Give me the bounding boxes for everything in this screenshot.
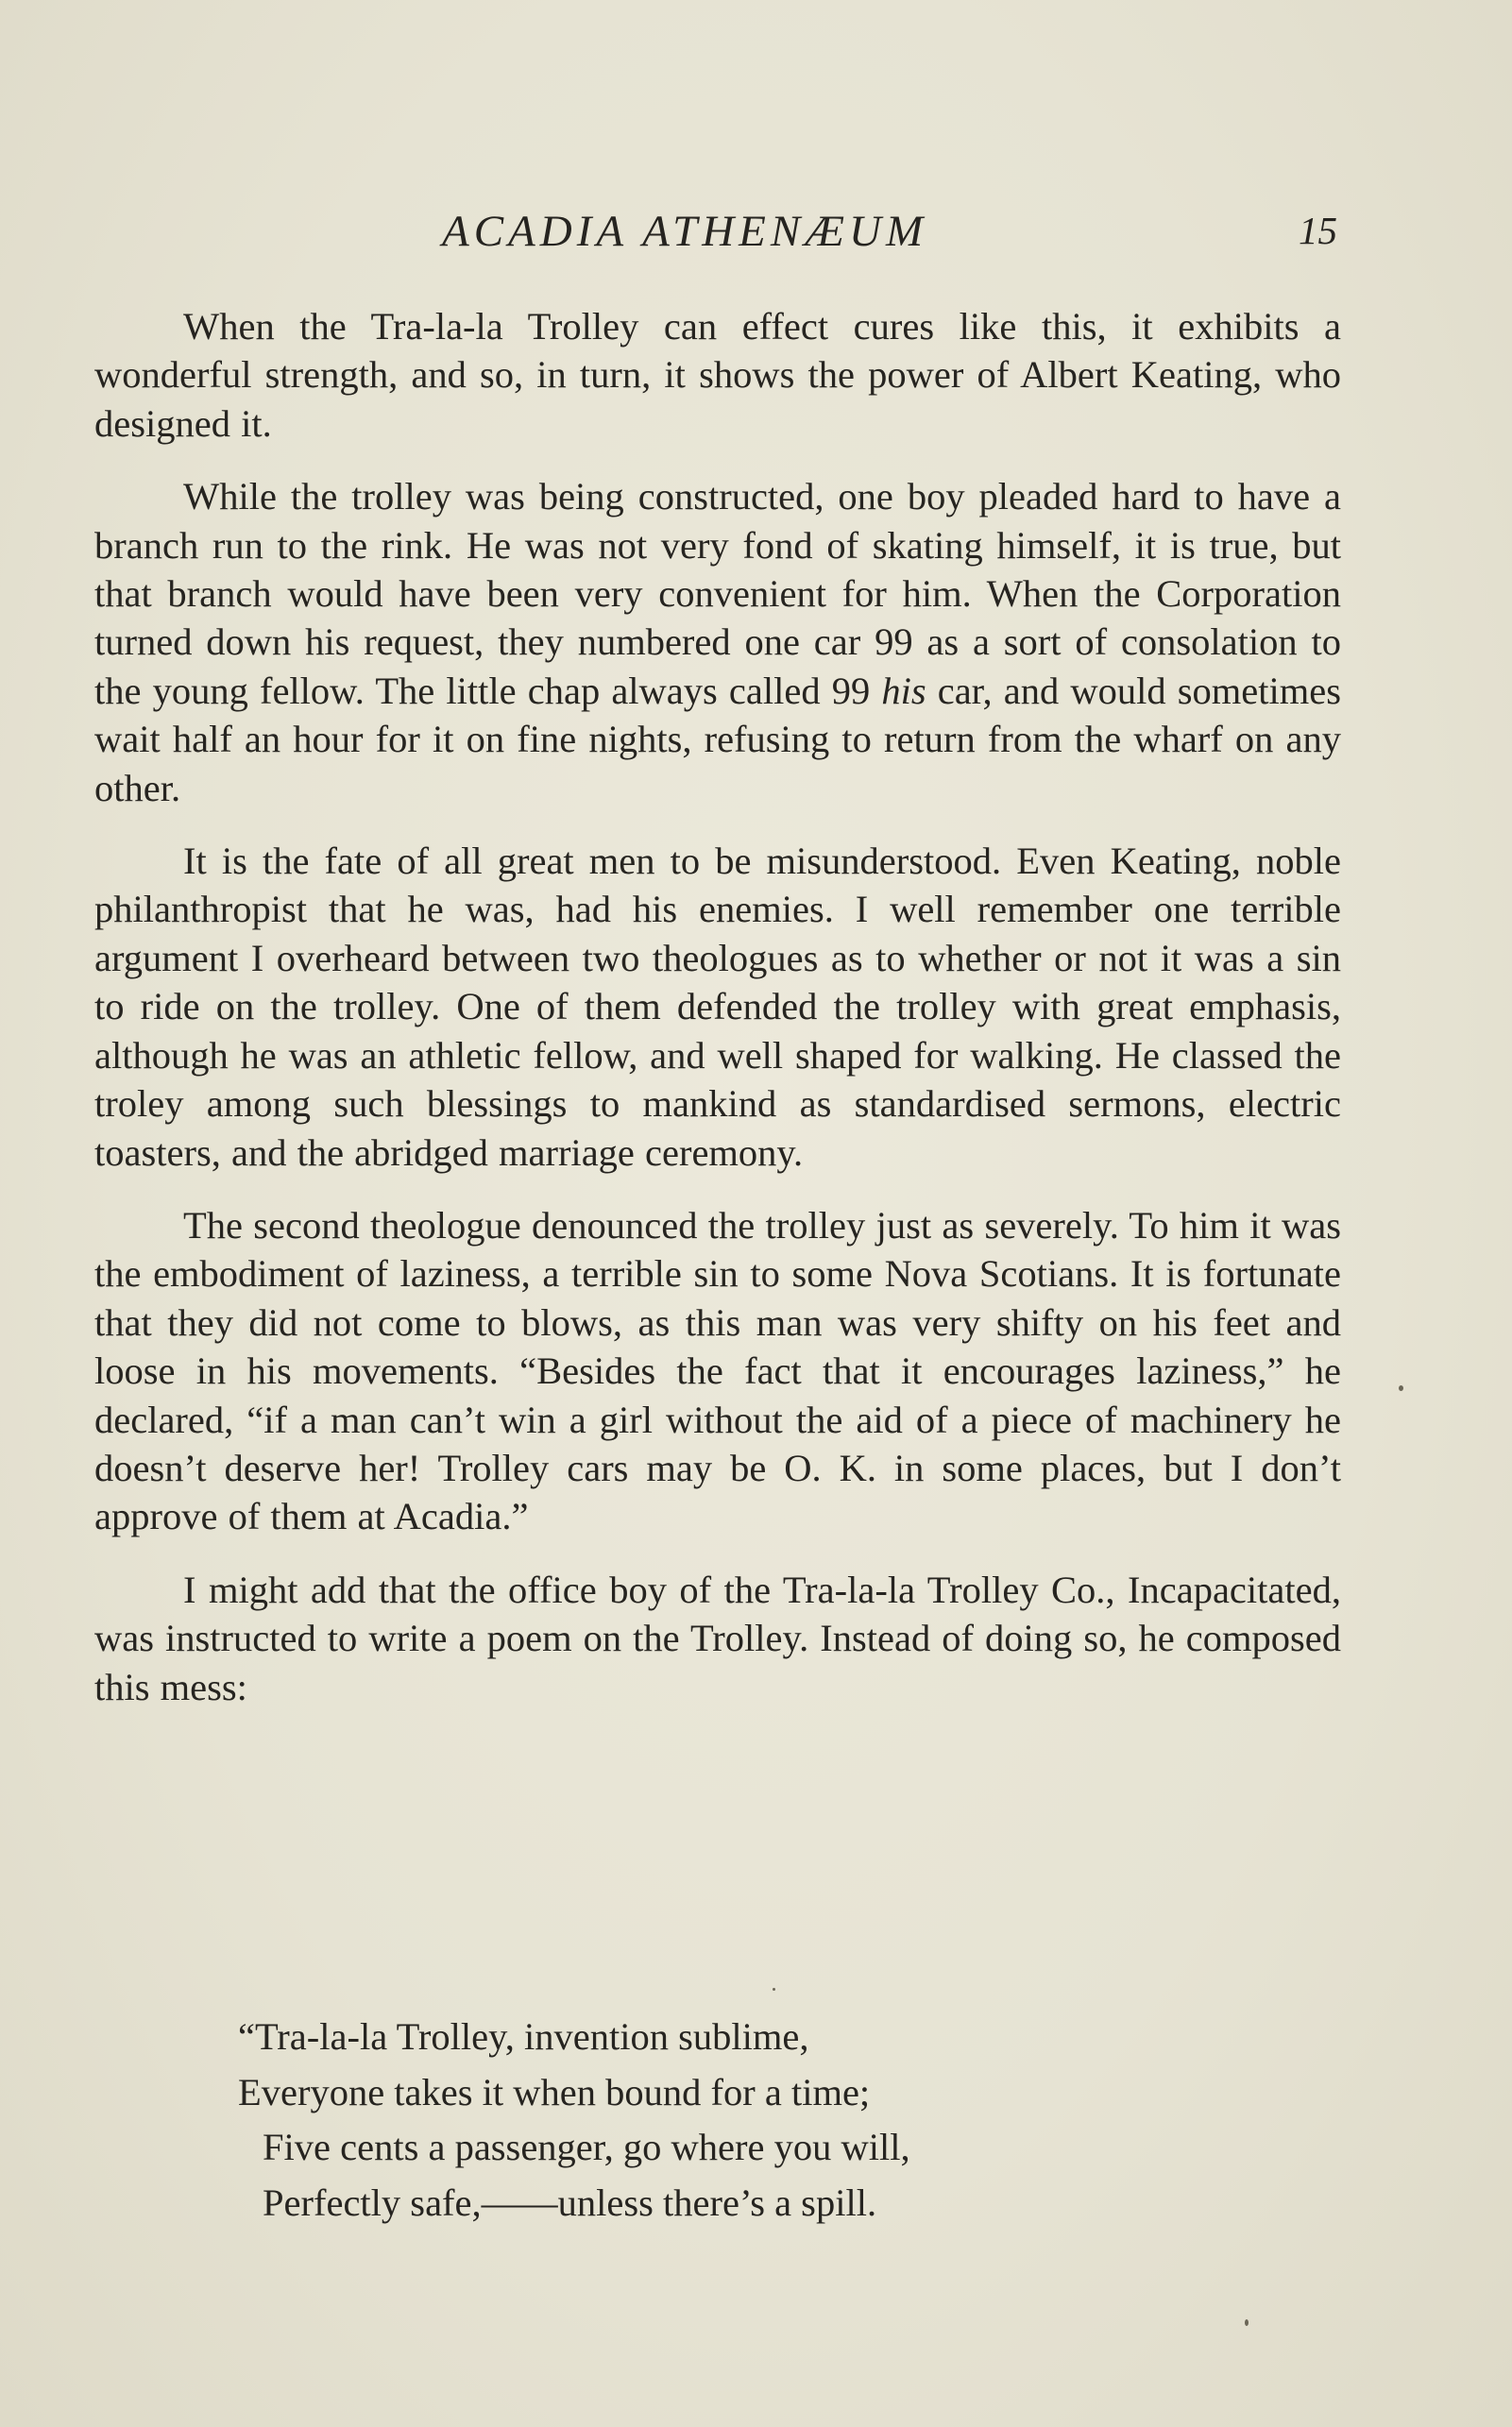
paper-speck [773, 1988, 775, 1991]
paragraph-2-italic: his [881, 669, 926, 712]
paragraph-2-text-b: car, and would sometimes wait half an hour for it on fine nights, refusing to return from the wharf on any other. [94, 669, 1341, 809]
paragraph-3: It is the fate of all great men to be misunderstood. Even Keating, noble philanthropist that he was, had his enemies. I well remember one terrible argument I overheard between two theologues as to whether or not it was a sin to ride on the trolley. One of them defended the trolley with great emphasis, although he was an athletic fellow, and well shaped for walking. He classed the troley among such blessings to mankind as standardised sermons, electric toasters, and the abridged marriage ceremony. [94, 840, 1341, 1174]
page-header [94, 206, 1341, 263]
paragraph-5: I might add that the office boy of the Tra-la-la Trolley Co., Incapacitated, was instructed to write a poem on the Trolley. Instead of doing so, he composed this mess: [94, 1568, 1341, 1708]
poem-line-2: Everyone takes it when bound for a time; [238, 2070, 871, 2113]
paper-speck [1245, 2319, 1249, 2326]
paper-speck [1399, 1385, 1403, 1391]
poem-line-1: “Tra-la-la Trolley, invention sublime, [238, 2015, 809, 2058]
article-body [94, 302, 1341, 1736]
running-title: ACADIA ATHENÆUM [442, 207, 928, 256]
paragraph-4: The second theologue denounced the trolley just as severely. To him it was the embodiment of laziness, a terrible sin to some Nova Scotians. It is fortunate that they did not come to blows, as this man was very shifty on his feet and loose in his movements. “Besides the fact that it encourages laziness,” he declared, “if a man can’t win a girl without the aid of a piece of machinery he doesn’t deserve her! Trolley cars may be O. K. in some places, but I don’t approve of them at Acadia.” [94, 1203, 1341, 1538]
poem [238, 2010, 910, 2231]
poem-line-3: Five cents a passenger, go where you will, [263, 2126, 910, 2168]
paragraph-2-text-a: While the trolley was being constructed, one boy pleaded hard to have a branch run to the rink. He was not very fond of skating himself, it is true, but that branch would have been very convenient for him. When the Corporation turned down his request, they numbered one car 99 as a sort of consolation to the young fellow. The little chap always called 99 [94, 475, 1341, 712]
paragraph-1: When the Tra-la-la Trolley can effect cures like this, it exhibits a wonderful strength, and so, in turn, it shows the power of Albert Keating, who designed it. [94, 305, 1341, 445]
page-number: 15 [1299, 209, 1337, 252]
paragraph-2 [94, 472, 1341, 812]
poem-line-4: Perfectly safe,——unless there’s a spill. [263, 2181, 877, 2224]
